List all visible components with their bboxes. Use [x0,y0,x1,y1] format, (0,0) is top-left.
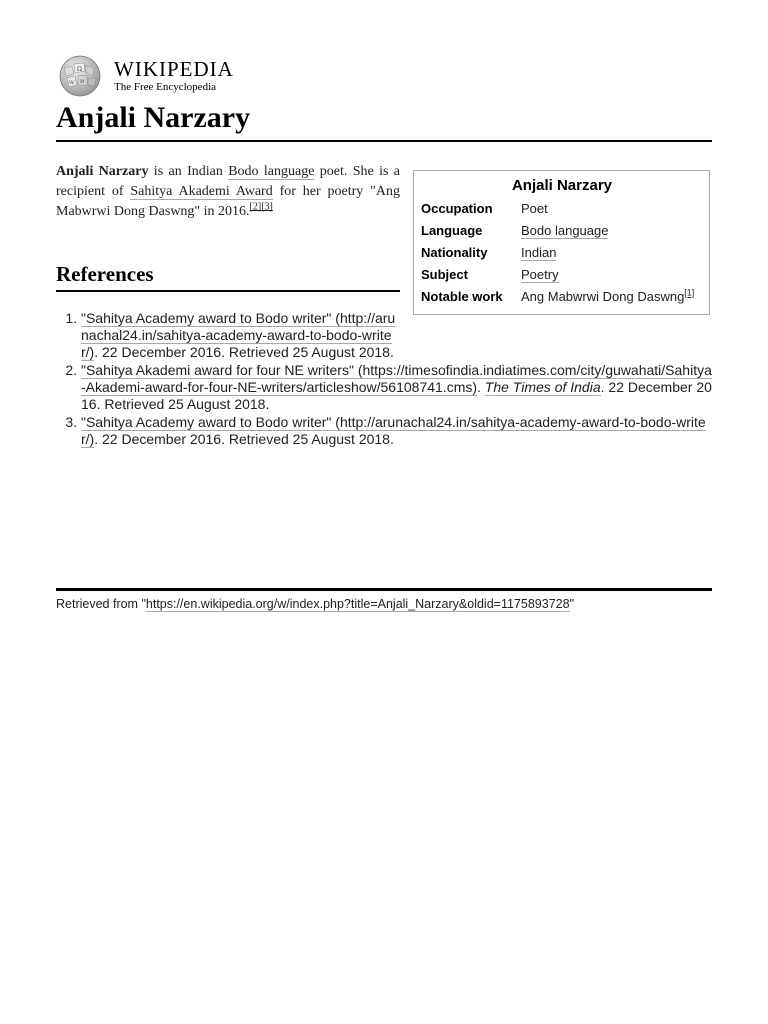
reference-item [81,310,397,361]
reference-link[interactable]: "Sahitya Academy award to Bodo writer" (http://arunachal24.in/sahitya-academy-award-to-bodo-writer/) [81,414,706,447]
permanent-link[interactable]: https://en.wikipedia.org/w/index.php?title=Anjali_Narzary&oldid=1175893728 [145,597,570,611]
lead-text-3: for her poetry "Ang Mabwrwi Dong Daswng" in 2016. [56,184,401,219]
reference-work-link[interactable]: The Times of India [484,379,601,395]
citation-ref-3[interactable]: [3] [261,201,273,213]
svg-text:И: И [80,79,85,85]
notable-work-text: Ang Mabwrwi Dong Daswng [521,289,685,304]
reference-link[interactable]: "Sahitya Akademi award for four NE writers" (https://timesofindia.indiatimes.com/city/guwahati/Sahitya-Akademi-award-for-four-NE-writers/articleshow/56108741.cms) [81,362,712,395]
infobox-title: Anjali Narzary [511,177,613,194]
reference-details: . 22 December 2016. Retrieved 25 August 2018. [94,431,394,447]
svg-text:W: W [69,80,75,86]
lead-text-2: poet. She is a recipient of [56,164,401,199]
infobox-value: Poet [521,201,548,216]
wordmark-title: WIKIPEDIA [114,57,234,81]
citation-ref-2[interactable]: [2] [249,201,262,213]
article-content [56,162,712,611]
retrieved-from: Retrieved from "https://en.wikipedia.org/w/index.php?title=Anjali_Narzary&oldid=1175893728" [56,588,712,611]
infobox-row-notable-work [421,288,703,306]
references-heading: References [56,262,400,292]
infobox-label: Occupation [421,201,493,216]
citation-ref-1[interactable]: [1] [684,287,695,298]
infobox-row-subject [421,266,703,284]
infobox-language-link[interactable]: Bodo language [521,223,609,238]
wikipedia-logo[interactable] [56,54,712,98]
reference-details: . 22 December 2016. Retrieved 25 August 2018. [81,379,712,412]
wordmark [114,59,234,93]
infobox-row-language [421,222,703,240]
infobox-label: Notable work [421,289,503,304]
infobox [413,170,710,315]
lead-text-1: is an Indian [148,164,229,179]
reference-item [81,414,712,448]
infobox-label: Subject [421,267,468,282]
lead-subject: Anjali Narzary [56,164,149,179]
wikipedia-globe-icon [56,54,104,98]
infobox-label: Language [421,223,483,238]
infobox-subject-link[interactable]: Poetry [521,267,559,282]
wordmark-tagline: The Free Encyclopedia [114,81,217,93]
svg-text:Ω: Ω [77,66,82,73]
page-title: Anjali Narzary [56,100,712,142]
reference-details: . 22 December 2016. Retrieved 25 August 2018. [94,344,394,360]
reference-link[interactable]: "Sahitya Academy award to Bodo writer" (http://arunachal24.in/sahitya-academy-award-to-bodo-writer/) [81,310,396,360]
infobox-row-nationality [421,244,703,262]
page [56,54,712,611]
references-list [56,310,712,448]
infobox-label: Nationality [421,245,488,260]
infobox-nationality-link[interactable]: Indian [521,245,557,260]
lead-paragraph [56,162,400,222]
infobox-row-occupation [421,200,703,218]
reference-item: 2. "Sahitya Akademi award for four NE writers" (https://timesofindia.indiatimes.com/city/guwahati/Sahitya-Akademi-award-for-four-NE-writers/articleshow/56108741.cms). The Times of India. 22 December 2016. Retrieved 25 August 2018. [81,362,712,413]
sahitya-akademi-award-link[interactable]: Sahitya Akademi Award [130,184,273,199]
infobox-value [521,288,694,306]
bodo-language-link[interactable]: Bodo language [228,164,315,179]
